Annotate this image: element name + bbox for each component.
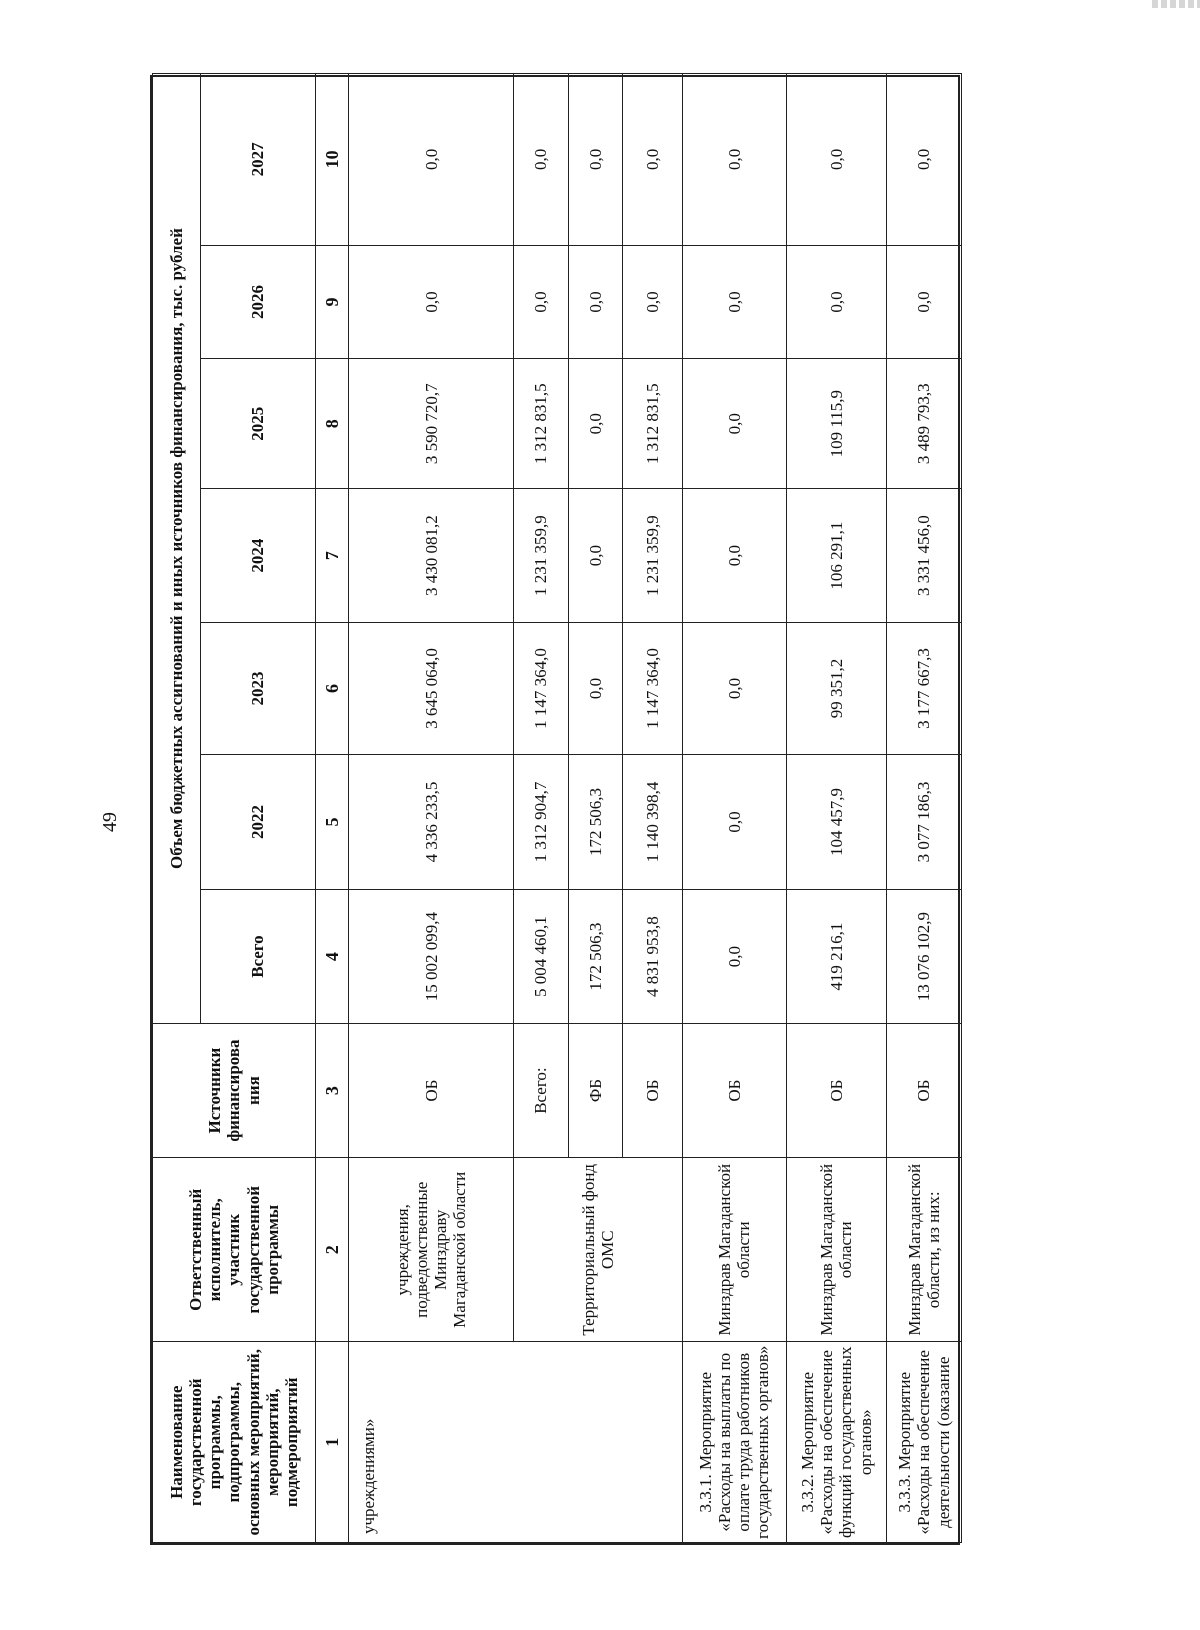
row-value: 0,0 [568, 623, 622, 755]
scan-mark [1152, 0, 1200, 8]
row-value: 99 351,2 [786, 623, 886, 755]
row-executor: учреждения, подведомственные Минздраву Магаданской области [349, 1158, 514, 1342]
table-row [514, 74, 568, 1543]
row-source: ОБ [886, 1024, 961, 1158]
header-name: Наименование государственной программы, подпрограммы, основных мероприятий, мероприятий, подмероприятий [153, 1342, 316, 1543]
row-value: 104 457,9 [786, 754, 886, 889]
row-source: ОБ [349, 1024, 514, 1158]
row-value: 0,0 [349, 245, 514, 359]
row-value: 0,0 [682, 359, 786, 489]
row-executor: Минздрав Магаданской области, из них: [886, 1158, 961, 1342]
row-value: 0,0 [786, 74, 886, 246]
row-value: 0,0 [682, 890, 786, 1024]
column-number: 10 [316, 74, 349, 246]
row-value: 1 312 904,7 [514, 754, 568, 889]
row-value: 0,0 [682, 623, 786, 755]
row-name: 3.3.3. Мероприятие «Расходы на обеспечение деятельности (оказание [886, 1342, 961, 1543]
table-row [349, 74, 514, 1543]
row-value: 3 489 793,3 [886, 359, 961, 489]
header-source: Источники финансирова ния [153, 1024, 316, 1158]
column-number: 1 [316, 1342, 349, 1543]
header-executor: Ответственный исполнитель, участник государственной программы [153, 1158, 316, 1342]
financing-table [152, 73, 962, 1543]
column-number: 6 [316, 623, 349, 755]
row-value: 1 140 398,4 [622, 754, 682, 889]
row-value: 0,0 [568, 489, 622, 623]
row-value: 0,0 [886, 245, 961, 359]
page-number: 49 [99, 812, 121, 832]
table-row [682, 74, 786, 1543]
row-value: 4 831 953,8 [622, 890, 682, 1024]
row-value: 0,0 [514, 245, 568, 359]
header-year: 2027 [201, 74, 316, 246]
row-executor: Минздрав Магаданской области [786, 1158, 886, 1342]
column-number: 4 [316, 890, 349, 1024]
row-value: 1 312 831,5 [622, 359, 682, 489]
row-value: 0,0 [682, 489, 786, 623]
column-number: 5 [316, 754, 349, 889]
header-year: 2026 [201, 245, 316, 359]
row-value: 1 231 359,9 [622, 489, 682, 623]
header-year: 2024 [201, 489, 316, 623]
header-year: 2022 [201, 754, 316, 889]
row-value: 3 645 064,0 [349, 623, 514, 755]
row-value: 3 177 667,3 [886, 623, 961, 755]
row-value: 0,0 [622, 74, 682, 246]
row-value: 1 147 364,0 [622, 623, 682, 755]
row-value: 172 506,3 [568, 754, 622, 889]
row-value: 3 430 081,2 [349, 489, 514, 623]
row-source: Всего: [514, 1024, 568, 1158]
column-number: 3 [316, 1024, 349, 1158]
header-year: Всего [201, 890, 316, 1024]
row-value: 1 312 831,5 [514, 359, 568, 489]
row-value: 3 331 456,0 [886, 489, 961, 623]
header-year: 2025 [201, 359, 316, 489]
column-number: 2 [316, 1158, 349, 1342]
column-number: 9 [316, 245, 349, 359]
row-value: 0,0 [622, 245, 682, 359]
row-value: 1 231 359,9 [514, 489, 568, 623]
row-name: 3.3.2. Мероприятие «Расходы на обеспечение функций государственных органов» [786, 1342, 886, 1543]
column-number: 8 [316, 359, 349, 489]
row-value: 0,0 [682, 74, 786, 246]
row-value: 1 147 364,0 [514, 623, 568, 755]
row-value: 0,0 [568, 359, 622, 489]
row-value: 3 077 186,3 [886, 754, 961, 889]
row-value: 5 004 460,1 [514, 890, 568, 1024]
row-value: 4 336 233,5 [349, 754, 514, 889]
row-source: ОБ [682, 1024, 786, 1158]
row-source: ФБ [568, 1024, 622, 1158]
rotated-table-container [150, 75, 960, 1545]
row-value: 106 291,1 [786, 489, 886, 623]
row-source: ОБ [786, 1024, 886, 1158]
row-name: учреждениями» [349, 1342, 683, 1543]
row-value: 419 216,1 [786, 890, 886, 1024]
row-value: 15 002 099,4 [349, 890, 514, 1024]
row-executor: Минздрав Магаданской области [682, 1158, 786, 1342]
row-executor: Территориальный фонд ОМС [514, 1158, 682, 1342]
table-row [786, 74, 886, 1543]
row-value: 0,0 [682, 245, 786, 359]
row-value: 0,0 [568, 245, 622, 359]
row-value: 0,0 [886, 74, 961, 246]
row-name: 3.3.1. Мероприятие «Расходы на выплаты по оплате труда работников государственных органов» [682, 1342, 786, 1543]
row-source: ОБ [622, 1024, 682, 1158]
header-year: 2023 [201, 623, 316, 755]
row-value: 13 076 102,9 [886, 890, 961, 1024]
column-number: 7 [316, 489, 349, 623]
row-value: 172 506,3 [568, 890, 622, 1024]
row-value: 0,0 [349, 74, 514, 246]
row-value: 0,0 [568, 74, 622, 246]
row-value: 0,0 [786, 245, 886, 359]
header-volume: Объем бюджетных ассигнований и иных источников финансирования, тыс. рублей [153, 74, 201, 1024]
row-value: 0,0 [682, 754, 786, 889]
row-value: 3 590 720,7 [349, 359, 514, 489]
table-row [886, 74, 961, 1543]
row-value: 0,0 [514, 74, 568, 246]
row-value: 109 115,9 [786, 359, 886, 489]
